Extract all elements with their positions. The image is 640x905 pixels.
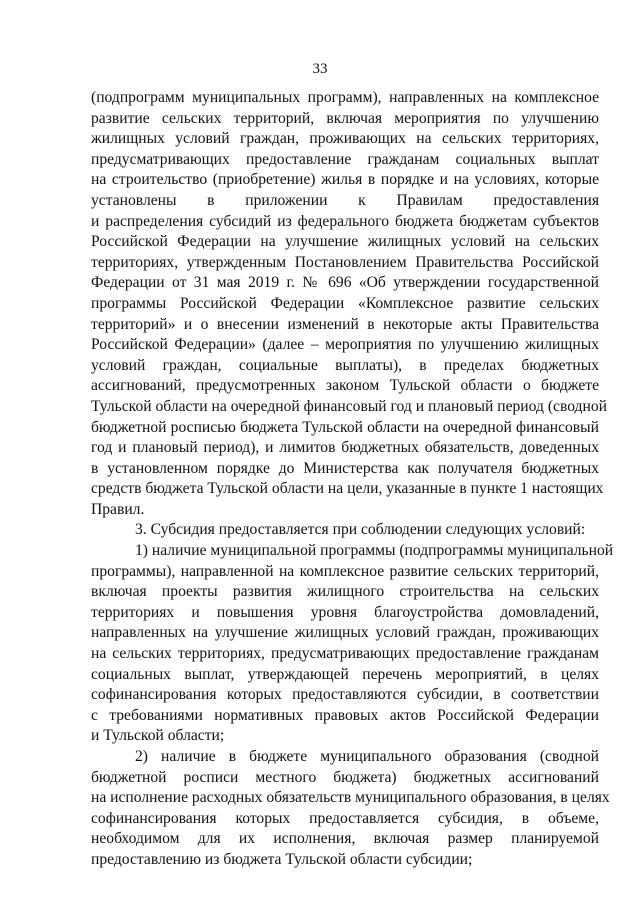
text-line: бюджетной росписью бюджета Тульской области на очередной финансовый bbox=[91, 418, 599, 436]
text-line: развитие сельских территорий, включая мероприятия по улучшению bbox=[91, 109, 599, 127]
text-line: бюджетной росписи местного бюджета) бюджетных ассигнований bbox=[91, 768, 599, 786]
text-line: в установленном порядке до Министерства как получателя бюджетных bbox=[91, 459, 599, 477]
text-line: ассигнований, предусмотренных законом Тульской области о бюджете bbox=[91, 377, 599, 395]
page-number: 33 bbox=[312, 61, 328, 77]
text-line: программы Российской Федерации «Комплексное развитие сельских bbox=[91, 294, 599, 312]
text-line: на сельских территориях, предусматривающих предоставление гражданам bbox=[91, 645, 599, 663]
text-line: 1) наличие муниципальной программы (подпрограммы муниципальной bbox=[135, 542, 614, 560]
text-line: Федерации от 31 мая 2019 г. № 696 «Об утверждении государственной bbox=[91, 274, 599, 292]
text-line: (подпрограмм муниципальных программ), направленных на комплексное bbox=[91, 89, 599, 106]
text-line: жилищных условий граждан, проживающих на сельских территориях, bbox=[91, 130, 599, 148]
text-line: 2) наличие в бюджете муниципального образования (сводной bbox=[135, 748, 599, 765]
text-line: Российской Федерации на улучшение жилищных условий на сельских bbox=[91, 233, 599, 251]
text-line: территориях и повышения уровня благоустройства домовладений, bbox=[91, 603, 599, 621]
text-line: направленных на улучшение жилищных условий граждан, проживающих bbox=[91, 624, 599, 642]
text-line: Российской Федерации» (далее – мероприятия по улучшению жилищных bbox=[91, 336, 599, 354]
text-line: установлены в приложении к Правилам предоставления bbox=[91, 191, 599, 209]
text-line: 3. Субсидия предоставляется при соблюдении следующих условий: bbox=[135, 521, 586, 539]
text-line: софинансирования которых предоставляется субсидия, в объеме, bbox=[91, 809, 599, 827]
text-line: территорий» и о внесении изменений в некоторые акты Правительства bbox=[91, 315, 599, 333]
text-line: год и плановый период), и лимитов бюджетных обязательств, доведенных bbox=[91, 439, 599, 457]
text-line: необходимом для их исполнения, включая размер планируемой bbox=[91, 830, 599, 848]
text-line: условий граждан, социальные выплаты), в пределах бюджетных bbox=[91, 356, 599, 374]
text-line: предусматривающих предоставление гражданам социальных выплат bbox=[91, 150, 599, 168]
text-line: софинансирования которых предоставляются субсидии, в соответствии bbox=[91, 686, 599, 704]
text-line: включая проекты развития жилищного строительства на сельских bbox=[91, 583, 599, 601]
text-line: средств бюджета Тульской области на цели, указанные в пункте 1 настоящих bbox=[91, 480, 604, 498]
text-line: на исполнение расходных обязательств муниципального образования, в целях bbox=[91, 789, 610, 807]
text-line: программы), направленной на комплексное развитие сельских территорий, bbox=[91, 562, 599, 580]
text-line: предоставлению из бюджета Тульской области субсидии; bbox=[91, 850, 473, 868]
text-line: территориях, утвержденным Постановлением Правительства Российской bbox=[91, 253, 599, 271]
text-line: и Тульской области; bbox=[91, 727, 225, 745]
text-line: на строительство (приобретение) жилья в порядке и на условиях, которые bbox=[91, 171, 599, 189]
text-line: с требованиями нормативных правовых актов Российской Федерации bbox=[91, 706, 599, 724]
text-line: и распределения субсидий из федерального бюджета бюджетам субъектов bbox=[91, 212, 599, 230]
document-body bbox=[91, 88, 614, 871]
text-line: социальных выплат, утверждающей перечень мероприятий, в целях bbox=[91, 665, 599, 683]
text-line: Правил. bbox=[91, 500, 145, 518]
text-line: Тульской области на очередной финансовый год и плановый период (сводной bbox=[91, 397, 607, 415]
